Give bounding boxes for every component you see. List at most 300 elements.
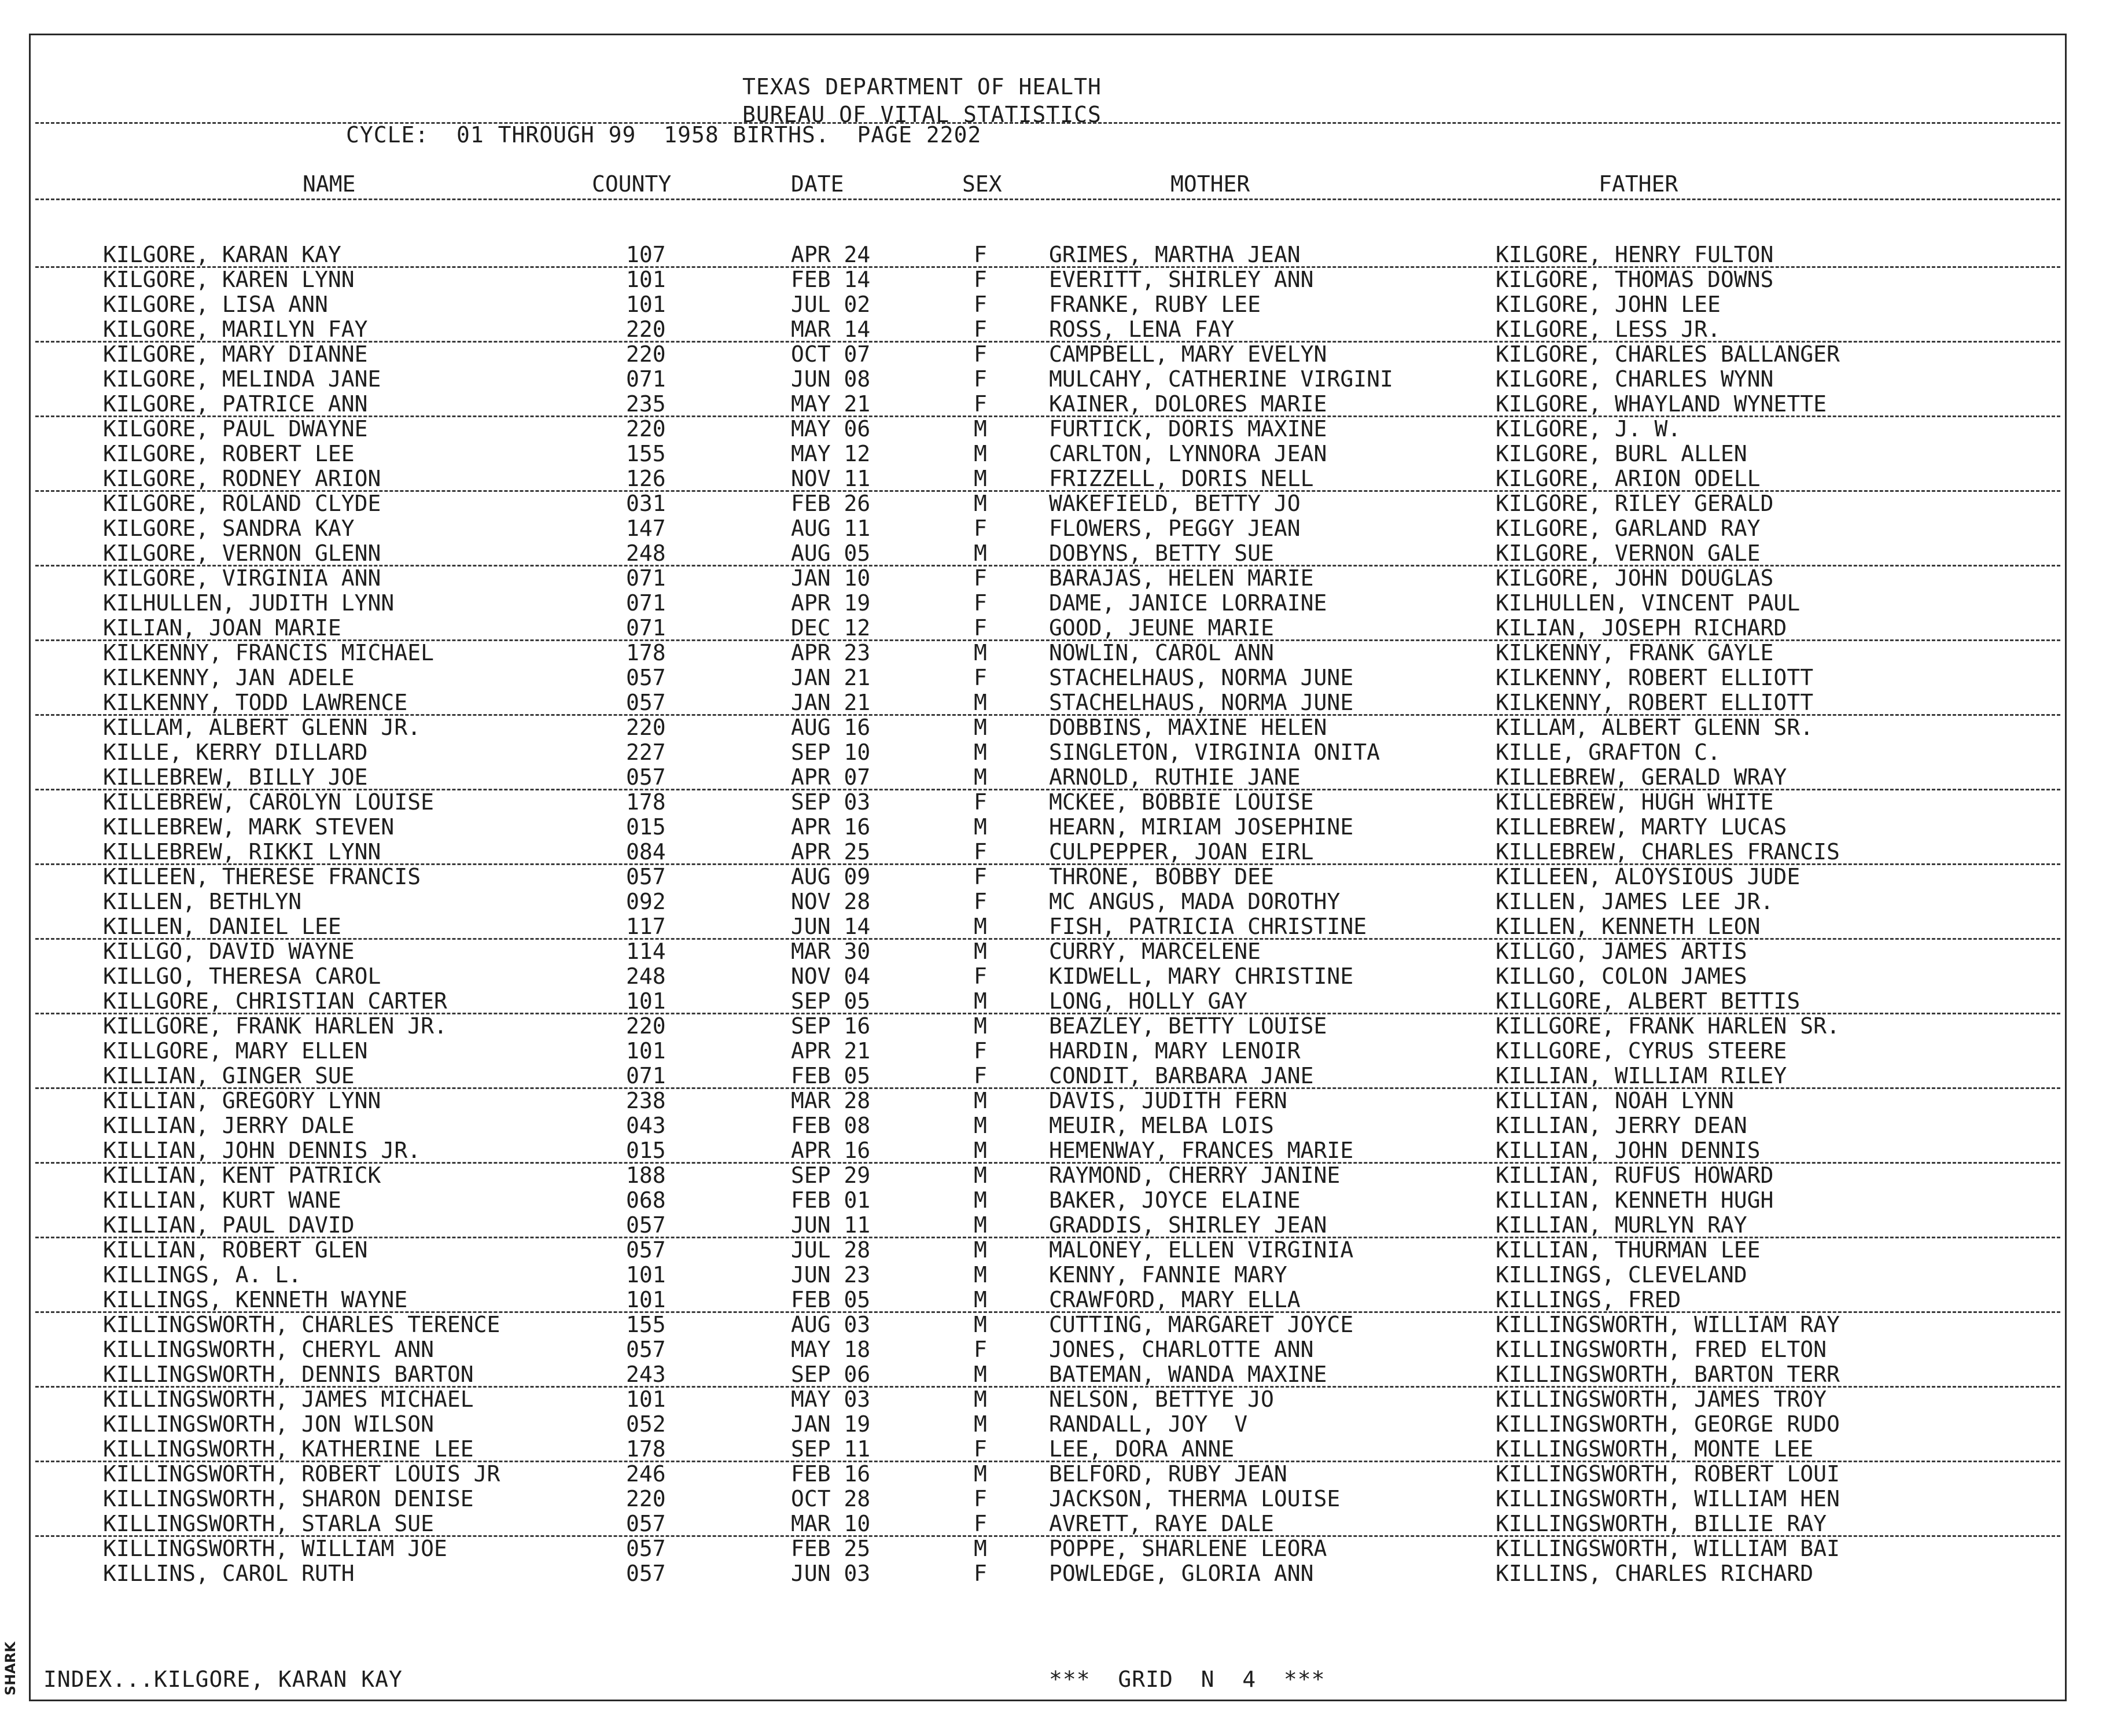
record-county: 031 — [626, 491, 666, 516]
record-father: KILGORE, VERNON GALE — [1496, 540, 1761, 566]
record-date: MAR 14 — [791, 317, 871, 342]
record-date: NOV 04 — [791, 963, 871, 989]
record-county: 248 — [626, 963, 666, 989]
record-sex: F — [974, 615, 987, 641]
record-mother: BEAZLEY, BETTY LOUISE — [1049, 1013, 1327, 1039]
record-county: 147 — [626, 516, 666, 541]
band-rule — [35, 1087, 2060, 1089]
record-sex: M — [974, 1312, 987, 1337]
record-date: FEB 05 — [791, 1063, 871, 1088]
record-county: 220 — [626, 416, 666, 442]
record-name: KILGORE, LISA ANN — [103, 292, 328, 317]
agency-title: TEXAS DEPARTMENT OF HEALTH — [742, 74, 1102, 100]
record-father: KILLINGSWORTH, BILLIE RAY — [1496, 1511, 1827, 1536]
record-date: DEC 12 — [791, 615, 871, 641]
record-father: KILGORE, J. W. — [1496, 416, 1681, 442]
record-mother: STACHELHAUS, NORMA JUNE — [1049, 665, 1354, 690]
record-sex: M — [974, 1461, 987, 1487]
record-mother: HARDIN, MARY LENOIR — [1049, 1038, 1301, 1064]
record-mother: BARAJAS, HELEN MARIE — [1049, 565, 1314, 591]
record-date: JAN 21 — [791, 690, 871, 715]
record-county: 015 — [626, 1138, 666, 1163]
record-county: 114 — [626, 939, 666, 964]
record-father: KILIAN, JOSEPH RICHARD — [1496, 615, 1787, 641]
record-date: APR 25 — [791, 839, 871, 865]
record-sex: M — [974, 441, 987, 466]
record-name: KILKENNY, TODD LAWRENCE — [103, 690, 408, 715]
record-date: JUN 08 — [791, 366, 871, 392]
record-mother: LONG, HOLLY GAY — [1049, 988, 1248, 1014]
record-mother: DAME, JANICE LORRAINE — [1049, 590, 1327, 616]
record-county: 015 — [626, 814, 666, 840]
record-name: KILLEBREW, BILLY JOE — [103, 764, 368, 790]
band-rule — [35, 1386, 2060, 1388]
record-sex: M — [974, 1411, 987, 1437]
ledger-page — [29, 34, 2067, 1701]
record-father: KILGORE, RILEY GERALD — [1496, 491, 1774, 516]
record-county: 057 — [626, 1561, 666, 1586]
record-row — [31, 1188, 2065, 1213]
record-row — [31, 690, 2065, 715]
record-father: KILLINGSWORTH, MONTE LEE — [1496, 1436, 1814, 1462]
side-stamp: SHARK — [2, 1641, 19, 1695]
record-county: 101 — [626, 1386, 666, 1412]
record-name: KILLIAN, JERRY DALE — [103, 1113, 355, 1138]
record-name: KILIAN, JOAN MARIE — [103, 615, 341, 641]
column-header-father: FATHER — [1599, 171, 1678, 197]
record-row — [31, 1337, 2065, 1362]
record-sex: F — [974, 864, 987, 889]
record-name: KILGORE, MARY DIANNE — [103, 341, 368, 367]
record-date: APR 07 — [791, 764, 871, 790]
record-name: KILLIAN, ROBERT GLEN — [103, 1237, 368, 1263]
record-father: KILLAM, ALBERT GLENN SR. — [1496, 715, 1814, 740]
record-row — [31, 1462, 2065, 1487]
record-row — [31, 616, 2065, 641]
record-date: FEB 25 — [791, 1536, 871, 1561]
record-sex: M — [974, 1163, 987, 1188]
record-row — [31, 1487, 2065, 1511]
record-father: KILLINGSWORTH, BARTON TERR — [1496, 1362, 1840, 1387]
record-county: 057 — [626, 864, 666, 889]
record-name: KILLAM, ALBERT GLENN JR. — [103, 715, 421, 740]
record-county: 126 — [626, 466, 666, 491]
record-row — [31, 1238, 2065, 1263]
record-father: KILGORE, JOHN DOUGLAS — [1496, 565, 1774, 591]
record-mother: ARNOLD, RUTHIE JANE — [1049, 764, 1301, 790]
record-father: KILGORE, GARLAND RAY — [1496, 516, 1761, 541]
record-name: KILLINGSWORTH, WILLIAM JOE — [103, 1536, 447, 1561]
record-date: AUG 09 — [791, 864, 871, 889]
record-sex: F — [974, 889, 987, 914]
record-date: FEB 05 — [791, 1287, 871, 1312]
column-header-sex: SEX — [962, 171, 1002, 197]
record-row — [31, 591, 2065, 616]
record-name: KILGORE, KARAN KAY — [103, 242, 341, 267]
record-county: 243 — [626, 1362, 666, 1387]
record-row — [31, 491, 2065, 516]
record-name: KILLINGSWORTH, JON WILSON — [103, 1411, 434, 1437]
record-mother: CAMPBELL, MARY EVELYN — [1049, 341, 1327, 367]
record-father: KILLINGS, CLEVELAND — [1496, 1262, 1747, 1288]
record-county: 220 — [626, 1486, 666, 1511]
record-county: 220 — [626, 715, 666, 740]
record-date: MAR 30 — [791, 939, 871, 964]
record-mother: MALONEY, ELLEN VIRGINIA — [1049, 1237, 1354, 1263]
record-county: 057 — [626, 1237, 666, 1263]
record-mother: CURRY, MARCELENE — [1049, 939, 1261, 964]
record-sex: F — [974, 1063, 987, 1088]
record-sex: M — [974, 1013, 987, 1039]
record-mother: EVERITT, SHIRLEY ANN — [1049, 267, 1314, 292]
band-rule — [35, 1311, 2060, 1313]
record-row — [31, 242, 2065, 267]
column-header-name: NAME — [303, 171, 356, 197]
record-county: 220 — [626, 317, 666, 342]
record-row — [31, 1536, 2065, 1561]
record-date: SEP 03 — [791, 789, 871, 815]
record-name: KILGORE, MARILYN FAY — [103, 317, 368, 342]
record-mother: AVRETT, RAYE DALE — [1049, 1511, 1274, 1536]
record-row — [31, 1511, 2065, 1536]
record-sex: M — [974, 491, 987, 516]
record-father: KILLE, GRAFTON C. — [1496, 740, 1721, 765]
record-name: KILLIAN, JOHN DENNIS JR. — [103, 1138, 421, 1163]
record-mother: CONDIT, BARBARA JANE — [1049, 1063, 1314, 1088]
record-date: JUL 02 — [791, 292, 871, 317]
record-mother: LEE, DORA ANNE — [1049, 1436, 1235, 1462]
record-date: APR 16 — [791, 1138, 871, 1163]
record-mother: RAYMOND, CHERRY JANINE — [1049, 1163, 1341, 1188]
record-name: KILKENNY, JAN ADELE — [103, 665, 355, 690]
record-sex: F — [974, 267, 987, 292]
record-date: MAR 28 — [791, 1088, 871, 1113]
record-date: SEP 11 — [791, 1436, 871, 1462]
record-sex: F — [974, 1511, 987, 1536]
record-row — [31, 939, 2065, 964]
record-name: KILLE, KERRY DILLARD — [103, 740, 368, 765]
record-name: KILLINGS, KENNETH WAYNE — [103, 1287, 408, 1312]
record-name: KILLGORE, CHRISTIAN CARTER — [103, 988, 447, 1014]
band-rule — [35, 415, 2060, 417]
record-sex: M — [974, 1536, 987, 1561]
record-sex: M — [974, 764, 987, 790]
record-row — [31, 840, 2065, 865]
record-father: KILLINGSWORTH, GEORGE RUDO — [1496, 1411, 1840, 1437]
record-date: NOV 28 — [791, 889, 871, 914]
record-date: JUN 03 — [791, 1561, 871, 1586]
record-date: MAY 12 — [791, 441, 871, 466]
record-sex: M — [974, 939, 987, 964]
record-father: KILGORE, WHAYLAND WYNETTE — [1496, 391, 1827, 417]
record-date: APR 21 — [791, 1038, 871, 1064]
record-father: KILKENNY, FRANK GAYLE — [1496, 640, 1774, 665]
record-father: KILLIAN, NOAH LYNN — [1496, 1088, 1734, 1113]
record-father: KILGORE, CHARLES BALLANGER — [1496, 341, 1840, 367]
record-county: 057 — [626, 1536, 666, 1561]
record-father: KILLIAN, RUFUS HOWARD — [1496, 1163, 1774, 1188]
record-date: APR 23 — [791, 640, 871, 665]
record-county: 071 — [626, 590, 666, 616]
record-mother: KIDWELL, MARY CHRISTINE — [1049, 963, 1354, 989]
record-row — [31, 790, 2065, 815]
record-name: KILLEBREW, CAROLYN LOUISE — [103, 789, 434, 815]
record-father: KILLIAN, JOHN DENNIS — [1496, 1138, 1761, 1163]
record-father: KILLIAN, WILLIAM RILEY — [1496, 1063, 1787, 1088]
record-county: 107 — [626, 242, 666, 267]
record-date: JAN 19 — [791, 1411, 871, 1437]
record-name: KILLINGSWORTH, CHERYL ANN — [103, 1337, 434, 1362]
record-row — [31, 1312, 2065, 1337]
record-sex: F — [974, 1561, 987, 1586]
record-sex: F — [974, 1486, 987, 1511]
record-county: 227 — [626, 740, 666, 765]
record-row — [31, 865, 2065, 889]
record-father: KILLIAN, KENNETH HUGH — [1496, 1187, 1774, 1213]
record-date: AUG 16 — [791, 715, 871, 740]
record-date: SEP 06 — [791, 1362, 871, 1387]
record-father: KILLINGSWORTH, WILLIAM BAI — [1496, 1536, 1840, 1561]
record-father: KILLIAN, THURMAN LEE — [1496, 1237, 1761, 1263]
record-date: AUG 03 — [791, 1312, 871, 1337]
record-name: KILGORE, PATRICE ANN — [103, 391, 368, 417]
index-footer: INDEX...KILGORE, KARAN KAY — [43, 1667, 403, 1692]
band-rule — [35, 639, 2060, 641]
record-mother: DOBYNS, BETTY SUE — [1049, 540, 1274, 566]
record-date: JUL 28 — [791, 1237, 871, 1263]
record-mother: GRIMES, MARTHA JEAN — [1049, 242, 1301, 267]
record-name: KILLINGSWORTH, SHARON DENISE — [103, 1486, 474, 1511]
record-sex: F — [974, 963, 987, 989]
record-row — [31, 1288, 2065, 1312]
record-sex: M — [974, 1088, 987, 1113]
record-county: 057 — [626, 1337, 666, 1362]
record-sex: M — [974, 1113, 987, 1138]
record-name: KILGORE, RODNEY ARION — [103, 466, 381, 491]
record-date: MAY 21 — [791, 391, 871, 417]
record-date: SEP 29 — [791, 1163, 871, 1188]
column-header-county: COUNTY — [592, 171, 672, 197]
record-row — [31, 964, 2065, 989]
record-county: 188 — [626, 1163, 666, 1188]
record-father: KILGORE, BURL ALLEN — [1496, 441, 1747, 466]
record-father: KILLEN, JAMES LEE JR. — [1496, 889, 1774, 914]
record-father: KILLINGSWORTH, FRED ELTON — [1496, 1337, 1827, 1362]
record-father: KILLGORE, CYRUS STEERE — [1496, 1038, 1787, 1064]
record-father: KILHULLEN, VINCENT PAUL — [1496, 590, 1801, 616]
record-name: KILLEN, DANIEL LEE — [103, 914, 341, 939]
record-mother: SINGLETON, VIRGINIA ONITA — [1049, 740, 1380, 765]
record-date: APR 24 — [791, 242, 871, 267]
record-date: APR 16 — [791, 814, 871, 840]
record-date: SEP 05 — [791, 988, 871, 1014]
record-mother: POWLEDGE, GLORIA ANN — [1049, 1561, 1314, 1586]
record-row — [31, 317, 2065, 342]
record-row — [31, 342, 2065, 367]
band-rule — [35, 565, 2060, 567]
record-sex: F — [974, 789, 987, 815]
record-name: KILHULLEN, JUDITH LYNN — [103, 590, 395, 616]
record-name: KILKENNY, FRANCIS MICHAEL — [103, 640, 434, 665]
band-rule — [35, 1237, 2060, 1238]
record-row — [31, 292, 2065, 317]
band-rule — [35, 938, 2060, 940]
column-header-mother: MOTHER — [1170, 171, 1250, 197]
record-father: KILLINGS, FRED — [1496, 1287, 1681, 1312]
record-name: KILLEEN, THERESE FRANCIS — [103, 864, 421, 889]
record-row — [31, 1113, 2065, 1138]
record-sex: M — [974, 1212, 987, 1238]
record-county: 117 — [626, 914, 666, 939]
record-name: KILLGORE, MARY ELLEN — [103, 1038, 368, 1064]
record-name: KILLIAN, PAUL DAVID — [103, 1212, 355, 1238]
record-mother: HEMENWAY, FRANCES MARIE — [1049, 1138, 1354, 1163]
record-row — [31, 566, 2065, 591]
record-father: KILLEBREW, GERALD WRAY — [1496, 764, 1787, 790]
cycle-line: CYCLE: 01 THROUGH 99 1958 BIRTHS. PAGE 2202 — [346, 122, 982, 148]
record-sex: F — [974, 590, 987, 616]
record-row — [31, 1412, 2065, 1437]
record-sex: M — [974, 416, 987, 442]
record-father: KILGORE, HENRY FULTON — [1496, 242, 1774, 267]
record-sex: M — [974, 1362, 987, 1387]
record-row — [31, 392, 2065, 417]
record-date: JAN 10 — [791, 565, 871, 591]
record-county: 071 — [626, 615, 666, 641]
record-mother: DOBBINS, MAXINE HELEN — [1049, 715, 1327, 740]
record-name: KILLINGSWORTH, JAMES MICHAEL — [103, 1386, 474, 1412]
record-date: SEP 10 — [791, 740, 871, 765]
record-mother: NELSON, BETTYE JO — [1049, 1386, 1274, 1412]
record-mother: KENNY, FANNIE MARY — [1049, 1262, 1287, 1288]
record-sex: F — [974, 242, 987, 267]
record-name: KILLEBREW, RIKKI LYNN — [103, 839, 381, 865]
record-father: KILLGORE, FRANK HARLEN SR. — [1496, 1013, 1840, 1039]
record-row — [31, 1039, 2065, 1064]
record-county: 178 — [626, 640, 666, 665]
record-mother: FURTICK, DORIS MAXINE — [1049, 416, 1327, 442]
record-mother: CRAWFORD, MARY ELLA — [1049, 1287, 1301, 1312]
record-father: KILLINGSWORTH, ROBERT LOUI — [1496, 1461, 1840, 1487]
record-name: KILGORE, VERNON GLENN — [103, 540, 381, 566]
record-mother: POPPE, SHARLENE LEORA — [1049, 1536, 1327, 1561]
band-rule — [35, 863, 2060, 865]
record-county: 220 — [626, 341, 666, 367]
record-date: FEB 26 — [791, 491, 871, 516]
record-county: 071 — [626, 1063, 666, 1088]
record-county: 178 — [626, 789, 666, 815]
record-sex: M — [974, 1287, 987, 1312]
record-mother: DAVIS, JUDITH FERN — [1049, 1088, 1287, 1113]
record-sex: M — [974, 1237, 987, 1263]
record-mother: GRADDIS, SHIRLEY JEAN — [1049, 1212, 1327, 1238]
record-father: KILGORE, LESS JR. — [1496, 317, 1721, 342]
record-county: 084 — [626, 839, 666, 865]
record-county: 220 — [626, 1013, 666, 1039]
record-father: KILGORE, ARION ODELL — [1496, 466, 1761, 491]
record-father: KILLIAN, JERRY DEAN — [1496, 1113, 1747, 1138]
record-father: KILLGO, JAMES ARTIS — [1496, 939, 1747, 964]
record-sex: M — [974, 914, 987, 939]
record-county: 155 — [626, 1312, 666, 1337]
record-sex: F — [974, 516, 987, 541]
record-mother: MULCAHY, CATHERINE VIRGINI — [1049, 366, 1393, 392]
record-sex: F — [974, 1337, 987, 1362]
record-date: APR 19 — [791, 590, 871, 616]
record-date: MAR 10 — [791, 1511, 871, 1536]
record-sex: F — [974, 341, 987, 367]
record-sex: M — [974, 715, 987, 740]
record-date: FEB 14 — [791, 267, 871, 292]
record-mother: CUTTING, MARGARET JOYCE — [1049, 1312, 1354, 1337]
record-father: KILLINGSWORTH, WILLIAM RAY — [1496, 1312, 1840, 1337]
record-row — [31, 1163, 2065, 1188]
grid-footer: *** GRID N 4 *** — [1049, 1667, 1326, 1692]
record-mother: MC ANGUS, MADA DOROTHY — [1049, 889, 1341, 914]
record-sex: M — [974, 640, 987, 665]
record-county: 043 — [626, 1113, 666, 1138]
record-mother: NOWLIN, CAROL ANN — [1049, 640, 1274, 665]
record-row — [31, 914, 2065, 939]
record-row — [31, 466, 2065, 491]
record-row — [31, 1362, 2065, 1387]
record-county: 155 — [626, 441, 666, 466]
record-date: FEB 01 — [791, 1187, 871, 1213]
record-date: JUN 11 — [791, 1212, 871, 1238]
record-sex: F — [974, 391, 987, 417]
record-row — [31, 1561, 2065, 1586]
column-header-divider — [35, 198, 2060, 200]
record-sex: M — [974, 1138, 987, 1163]
record-row — [31, 740, 2065, 765]
record-mother: CARLTON, LYNNORA JEAN — [1049, 441, 1327, 466]
record-sex: F — [974, 565, 987, 591]
record-county: 057 — [626, 764, 666, 790]
band-rule — [35, 490, 2060, 492]
record-row — [31, 1213, 2065, 1238]
record-mother: WAKEFIELD, BETTY JO — [1049, 491, 1301, 516]
record-name: KILGORE, ROLAND CLYDE — [103, 491, 381, 516]
record-county: 057 — [626, 665, 666, 690]
record-row — [31, 1088, 2065, 1113]
record-mother: FLOWERS, PEGGY JEAN — [1049, 516, 1301, 541]
record-name: KILLINS, CAROL RUTH — [103, 1561, 355, 1586]
record-county: 101 — [626, 292, 666, 317]
record-date: MAY 06 — [791, 416, 871, 442]
record-date: OCT 07 — [791, 341, 871, 367]
record-name: KILLIAN, GREGORY LYNN — [103, 1088, 381, 1113]
record-row — [31, 1064, 2065, 1088]
record-sex: M — [974, 1262, 987, 1288]
record-father: KILLINS, CHARLES RICHARD — [1496, 1561, 1814, 1586]
record-date: AUG 05 — [791, 540, 871, 566]
record-mother: JACKSON, THERMA LOUISE — [1049, 1486, 1341, 1511]
record-father: KILLINGSWORTH, WILLIAM HEN — [1496, 1486, 1840, 1511]
record-mother: BELFORD, RUBY JEAN — [1049, 1461, 1287, 1487]
record-row — [31, 1387, 2065, 1412]
record-name: KILLEN, BETHLYN — [103, 889, 302, 914]
record-mother: HEARN, MIRIAM JOSEPHINE — [1049, 814, 1354, 840]
record-row — [31, 1138, 2065, 1163]
record-row — [31, 442, 2065, 466]
record-row — [31, 665, 2065, 690]
record-father: KILLEBREW, MARTY LUCAS — [1496, 814, 1787, 840]
record-date: OCT 28 — [791, 1486, 871, 1511]
record-name: KILLINGSWORTH, CHARLES TERENCE — [103, 1312, 500, 1337]
record-county: 057 — [626, 1212, 666, 1238]
record-row — [31, 541, 2065, 566]
band-rule — [35, 1535, 2060, 1537]
